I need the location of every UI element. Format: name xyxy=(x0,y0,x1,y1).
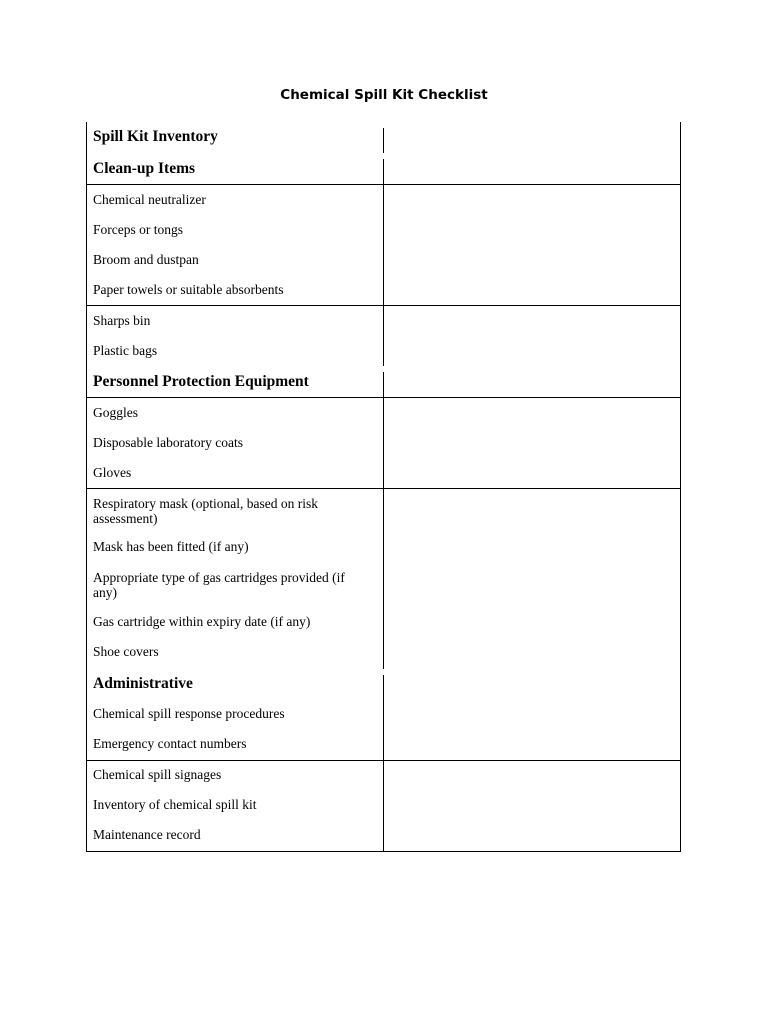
checklist-item: Goggles xyxy=(93,405,138,420)
heading-spill-kit-inventory: Spill Kit Inventory xyxy=(93,128,218,145)
checklist-item: Maintenance record xyxy=(93,827,201,842)
checklist-item: Paper towels or suitable absorbents xyxy=(93,282,284,297)
checklist-item: Sharps bin xyxy=(93,313,151,328)
checklist-item: Broom and dustpan xyxy=(93,252,199,267)
heading-personnel-protection: Personnel Protection Equipment xyxy=(93,373,309,390)
checklist-item: Respiratory mask (optional, based on risk assessment) xyxy=(93,496,318,526)
checklist-item: Shoe covers xyxy=(93,644,159,659)
table-border-right xyxy=(680,122,681,852)
column-divider xyxy=(383,128,384,153)
checklist-item: Plastic bags xyxy=(93,343,158,358)
checklist-item: Chemical spill response procedures xyxy=(93,706,285,721)
column-divider xyxy=(383,675,384,852)
checklist-item: Disposable laboratory coats xyxy=(93,435,243,450)
document-title: Chemical Spill Kit Checklist xyxy=(280,87,488,103)
column-divider xyxy=(383,372,384,669)
checklist-item: Gas cartridge within expiry date (if any) xyxy=(93,614,311,629)
heading-administrative: Administrative xyxy=(93,675,193,692)
checklist-item: Emergency contact numbers xyxy=(93,736,247,751)
checklist-item: Chemical spill signages xyxy=(93,767,222,782)
checklist-item: Inventory of chemical spill kit xyxy=(93,797,257,812)
column-divider xyxy=(383,159,384,366)
heading-clean-up-items: Clean-up Items xyxy=(93,160,196,177)
checklist-item: Gloves xyxy=(93,465,132,480)
table-border-left xyxy=(86,122,87,852)
checklist-item: Chemical neutralizer xyxy=(93,192,206,207)
checklist-item: Forceps or tongs xyxy=(93,222,183,237)
checklist-item: Mask has been fitted (if any) xyxy=(93,539,249,554)
checklist-item: Appropriate type of gas cartridges provided (if any) xyxy=(93,570,345,600)
